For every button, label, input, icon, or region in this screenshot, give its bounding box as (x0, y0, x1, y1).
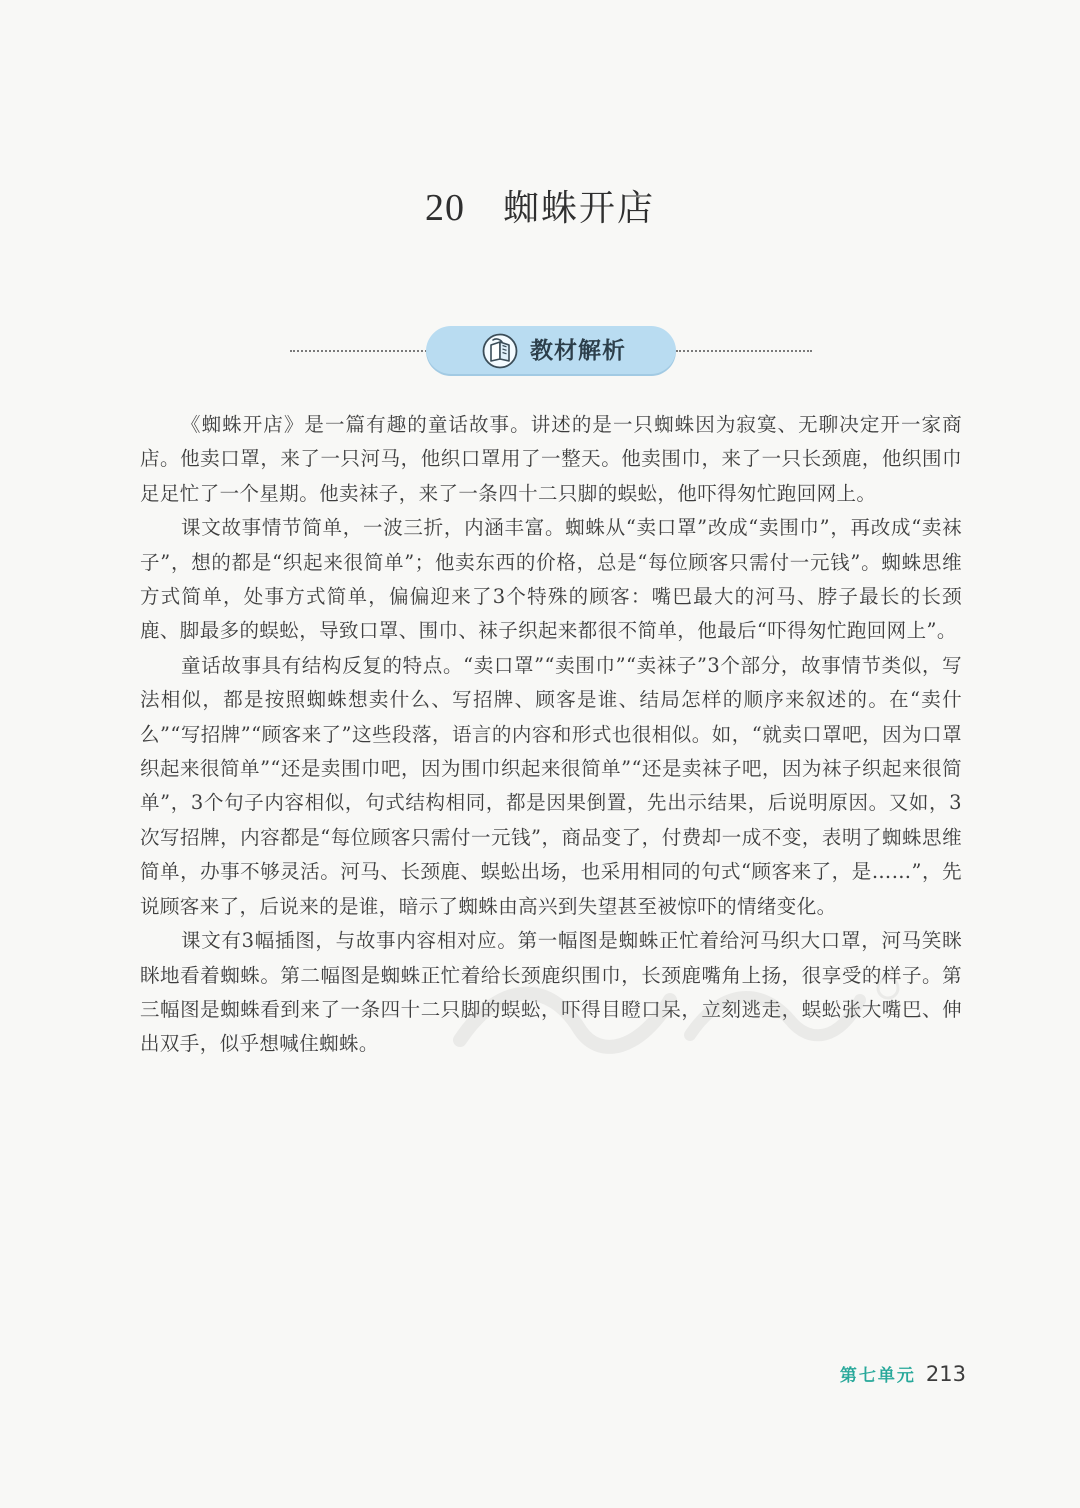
section-banner (426, 326, 676, 376)
lesson-name: 蜘蛛开店 (502, 188, 655, 229)
book-icon (482, 333, 518, 369)
lesson-title (0, 184, 1080, 233)
page-number: 213 (925, 1362, 966, 1386)
page-footer (840, 1360, 966, 1390)
lesson-number: 20 (424, 187, 465, 229)
paragraph: 课文故事情节简单，一波三折，内涵丰富。蜘蛛从“卖口罩”改成“卖围巾”，再改成“卖袜子”，想的都是“织起来很简单”；他卖东西的价格，总是“每位顾客只需付一元钱”。蜘蛛思维方式简单，处事方式简单，偏偏迎来了3个特殊的顾客：嘴巴最大的河马、脖子最长的长颈鹿、脚最多的蜈蚣，导致口罩、围巾、袜子织起来都很不简单，他最后“吓得匆忙跑回网上”。 (140, 516, 962, 643)
paragraph: 童话故事具有结构反复的特点。“卖口罩”“卖围巾”“卖袜子”3个部分，故事情节类似，写法相似，都是按照蜘蛛想卖什么、写招牌、顾客是谁、结局怎样的顺序来叙述的。在“卖什么”“写招牌”“顾客来了”这些段落，语言的内容和形式也很相似。如，“就卖口罩吧，因为口罩织起来很简单”“还是卖围巾吧，因为围巾织起来很简单”“还是卖袜子吧，因为袜子织起来很简单”，3个句子内容相似，句式结构相同，都是因果倒置，先出示结果，后说明原因。又如，3次写招牌，内容都是“每位顾客只需付一元钱”，商品变了，付费却一成不变，表明了蜘蛛思维简单，办事不够灵活。河马、长颈鹿、蜈蚣出场，也采用相同的句式“顾客来了，是……”，先说顾客来了，后说来的是谁，暗示了蜘蛛由高兴到失望甚至被惊吓的情绪变化。 (140, 653, 962, 918)
banner-divider-left (290, 350, 430, 352)
unit-label: 第七单元 (839, 1366, 916, 1386)
paragraph: 课文有3幅插图，与故事内容相对应。第一幅图是蜘蛛正忙着给河马织大口罩，河马笑眯眯地看着蜘蛛。第二幅图是蜘蛛正忙着给长颈鹿织围巾，长颈鹿嘴角上扬，很享受的样子。第三幅图是蜘蛛看到来了一条四十二只脚的蜈蚣，吓得目瞪口呆，立刻逃走，蜈蚣张大嘴巴、伸出双手，似乎想喊住蜘蛛。 (140, 929, 962, 1056)
publisher-watermark (440, 960, 910, 1070)
section-label: 教材解析 (530, 338, 626, 364)
paragraph: 《蜘蛛开店》是一篇有趣的童话故事。讲述的是一只蜘蛛因为寂寞、无聊决定开一家商店。他卖口罩，来了一只河马，他织口罩用了一整天。他卖围巾，来了一只长颈鹿，他织围巾足足忙了一个星期。他卖袜子，来了一条四十二只脚的蜈蚣，他吓得匆忙跑回网上。 (140, 413, 962, 505)
banner-divider-right (676, 350, 812, 352)
